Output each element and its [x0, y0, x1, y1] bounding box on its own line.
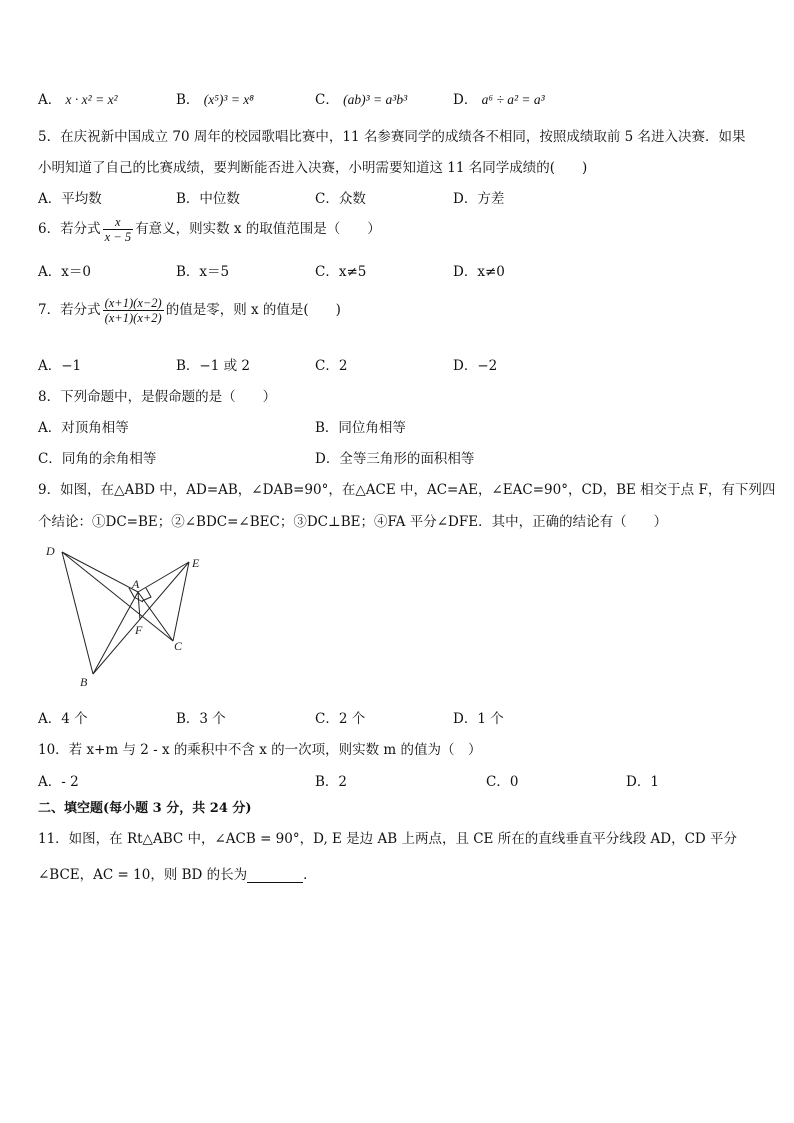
- fraction-numerator: (x+1)(x−2): [104, 296, 162, 310]
- q6-prefix: 6．若分式: [38, 221, 101, 237]
- q10-stem: 10．若 x+m 与 2 - x 的乘积中不含 x 的一次项，则实数 m 的值为（ ）: [38, 742, 482, 758]
- option-text: 1: [650, 774, 659, 790]
- option-text: x＝0: [61, 264, 91, 280]
- q11-line2-text: ∠BCE，AC = 10，则 BD 的长为: [38, 867, 248, 883]
- section-title: 二、填空题(每小题 3 分，共 24 分): [38, 801, 252, 816]
- option-text: 同角的余角相等: [61, 451, 157, 467]
- q11-stem-line2: [38, 863, 317, 883]
- option-text: 平均数: [61, 191, 102, 207]
- option-letter: A．: [38, 711, 62, 727]
- option-letter: D．: [453, 358, 478, 374]
- q6-option-d: [453, 260, 505, 280]
- q7-suffix: 的值是零，则 x 的值是( ): [165, 302, 341, 318]
- q4-option-b: [176, 88, 254, 108]
- q7-prefix: 7．若分式: [38, 302, 101, 318]
- q5-option-a: [38, 187, 102, 207]
- option-letter: C．: [315, 264, 339, 280]
- option-letter: A．: [38, 358, 62, 374]
- option-letter: A．: [38, 92, 62, 108]
- segment-DA: [62, 552, 138, 592]
- option-letter: B．: [315, 420, 339, 436]
- segment-AF: [138, 592, 140, 620]
- option-text: 众数: [338, 191, 366, 207]
- option-letter: C．: [315, 191, 339, 207]
- q8-option-b: [315, 416, 406, 436]
- option-letter: D．: [453, 264, 478, 280]
- option-text: −1: [61, 358, 82, 374]
- q8-option-a: [38, 416, 129, 436]
- option-letter: C．: [315, 358, 339, 374]
- q4-option-a: [38, 88, 118, 108]
- q10-option-a: [38, 770, 79, 790]
- q10-option-c: [486, 770, 518, 790]
- option-letter: A．: [38, 420, 62, 436]
- option-letter: C．: [315, 92, 339, 108]
- option-text: 2: [338, 358, 348, 374]
- q8-stem: 8．下列命题中，是假命题的是（ ）: [38, 389, 277, 405]
- q9-figure: [40, 540, 220, 692]
- q6-option-c: [315, 260, 366, 280]
- option-expression: (x⁵)³ = x⁸: [203, 92, 254, 107]
- q7-option-d: [453, 354, 497, 374]
- option-letter: C．: [486, 774, 510, 790]
- option-text: 全等三角形的面积相等: [339, 451, 475, 467]
- q4-option-d: [453, 88, 545, 108]
- q11-line2-end: ．: [303, 867, 317, 883]
- option-text: −2: [477, 358, 498, 374]
- option-text: x≠0: [477, 264, 505, 280]
- q7-stem: [38, 296, 341, 325]
- option-text: x＝5: [199, 264, 230, 280]
- q6-stem: [38, 215, 381, 244]
- segment-EC: [173, 562, 189, 641]
- option-letter: B．: [176, 711, 200, 727]
- answer-blank[interactable]: [247, 868, 303, 883]
- option-letter: A．: [38, 774, 62, 790]
- segment-AB: [93, 592, 138, 674]
- q6-option-b: [176, 260, 229, 280]
- q8-option-c: [38, 447, 156, 467]
- q5-stem-line1: 5．在庆祝新中国成立 70 周年的校园歌唱比赛中，11 名参赛同学的成绩各不相同，按照成绩取前 5 名进入决赛．如果: [38, 129, 746, 145]
- option-text: 3 个: [199, 711, 226, 727]
- option-text: 中位数: [199, 191, 240, 207]
- q11-stem-line1: 11．如图，在 Rt△ABC 中，∠ACB = 90°，D, E 是边 AB 上两点，且 CE 所在的直线垂直平分线段 AD，CD 平分: [38, 831, 738, 847]
- option-text: 4 个: [61, 711, 88, 727]
- q9-stem-line1: 9．如图，在△ABD 中，AD=AB，∠DAB=90°，在△ACE 中，AC=AE，∠EAC=90°，CD，BE 相交于点 F，有下列四: [38, 482, 776, 498]
- option-text: −1 或 2: [199, 358, 250, 374]
- label-D: D: [46, 544, 55, 558]
- option-letter: A．: [38, 264, 62, 280]
- label-A: A: [132, 577, 140, 591]
- option-letter: D．: [453, 191, 478, 207]
- option-letter: D．: [453, 92, 478, 108]
- fraction-denominator: (x+1)(x+2): [104, 311, 162, 325]
- q9-option-b: [176, 707, 226, 727]
- option-text: x≠5: [338, 264, 367, 280]
- option-letter: D．: [315, 451, 340, 467]
- option-expression: (ab)³ = a³b³: [343, 92, 408, 107]
- option-letter: B．: [176, 92, 200, 108]
- option-letter: D．: [453, 711, 478, 727]
- label-C: C: [174, 639, 183, 653]
- label-B: B: [80, 675, 88, 689]
- q6-suffix: 有意义，则实数 x 的取值范围是（ ）: [135, 221, 381, 237]
- q9-option-a: [38, 707, 88, 727]
- option-text: 1 个: [477, 711, 504, 727]
- segment-AE: [138, 562, 189, 592]
- q6-fraction: [103, 215, 133, 244]
- q5-stem-line2: 小明知道了自己的比赛成绩，要判断能否进入决赛，小明需要知道这 11 名同学成绩的( ): [38, 160, 588, 176]
- option-letter: A．: [38, 191, 62, 207]
- q6-option-a: [38, 260, 91, 280]
- option-text: 0: [509, 774, 519, 790]
- q5-option-b: [176, 187, 240, 207]
- option-letter: D．: [626, 774, 651, 790]
- option-text: 对顶角相等: [61, 420, 129, 436]
- option-text: 方差: [477, 191, 505, 207]
- segment-DB: [62, 552, 93, 674]
- q9-option-c: [315, 707, 365, 727]
- segment-BE: [93, 562, 189, 674]
- option-expression: x · x² = x²: [65, 92, 118, 107]
- option-letter: C．: [38, 451, 62, 467]
- q9-option-d: [453, 707, 504, 727]
- label-E: E: [192, 556, 200, 570]
- fraction-denominator: x − 5: [104, 230, 132, 244]
- segment-AC: [138, 592, 173, 641]
- option-letter: B．: [176, 191, 200, 207]
- option-letter: B．: [176, 358, 200, 374]
- q7-option-c: [315, 354, 347, 374]
- q5-option-c: [315, 187, 366, 207]
- option-expression: a⁶ ÷ a² = a³: [481, 92, 545, 107]
- label-F: F: [135, 623, 143, 637]
- segment-DC: [62, 552, 173, 641]
- q4-option-c: [315, 88, 407, 108]
- option-text: 同位角相等: [338, 420, 406, 436]
- q8-option-d: [315, 447, 474, 467]
- q7-fraction: [103, 296, 164, 325]
- q7-option-b: [176, 354, 250, 374]
- option-text: 2 个: [338, 711, 366, 727]
- option-letter: B．: [176, 264, 200, 280]
- q9-stem-line2: 个结论：①DC=BE；②∠BDC=∠BEC；③DC⊥BE；④FA 平分∠DFE．其中，正确的结论有（ ）: [38, 514, 668, 530]
- option-letter: B．: [315, 774, 339, 790]
- q10-option-d: [626, 770, 659, 790]
- option-letter: C．: [315, 711, 339, 727]
- fraction-numerator: x: [103, 215, 133, 230]
- option-text: - 2: [61, 774, 79, 790]
- q7-option-a: [38, 354, 81, 374]
- q10-option-b: [315, 770, 347, 790]
- q5-option-d: [453, 187, 504, 207]
- option-text: 2: [338, 774, 348, 790]
